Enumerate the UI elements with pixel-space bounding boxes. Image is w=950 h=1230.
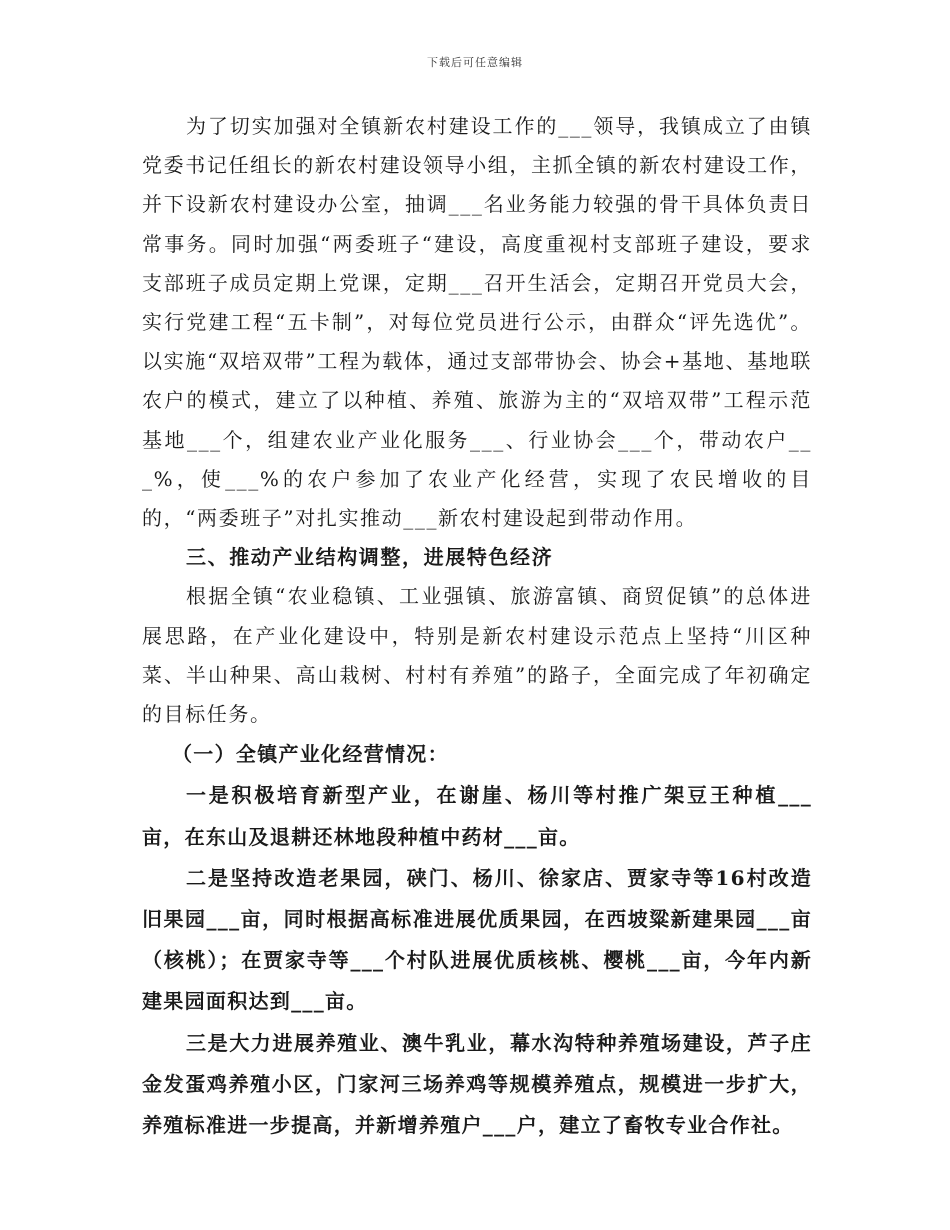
paragraph-development-strategy: 根据全镇“农业稳镇、工业强镇、旅游富镇、商贸促镇”的总体进展思路，在产业化建设中，特别是新农村建设示范点上坚持“川区种菜、半山种果、高山栽树、村村有养殖”的路子，全面完成了年初确定的目标任务。 (142, 584, 812, 727)
section-heading-industry-restructuring: 三、推动产业结构调整，进展特色经济 (186, 545, 554, 570)
paragraph-orchard-renovation: 二是坚持改造老果园，硖门、杨川、徐家店、贾家寺等16村改造旧果园___亩，同时根据高标准进展优质果园，在西坡粱新建果园___亩（核桃）；在贾家寺等___个村队进展优质核桃、樱桃___亩，今年内新建果园面积达到___亩。 (142, 865, 812, 1014)
paragraph-party-leadership: 为了切实加强对全镇新农村建设工作的___领导，我镇成立了由镇党委书记任组长的新农村建设领导小组，主抓全镇的新农村建设工作，并下设新农村建设办公室，抽调___名业务能力较强的骨干具体负责日常事务。同时加强“两委班子“建设，高度重视村支部班子建设，要求支部班子成员定期上党课，定期___召开生活会，定期召开党员大会，实行党建工程“五卡制”，对每位党员进行公示，由群众“评先选优”。以实施“双培双带”工程为载体，通过支部带协会、协会+基地、基地联农户的模式，建立了以种植、养殖、旅游为主的“双培双带”工程示范基地___个，组建农业产业化服务___、行业协会___个，带动农户___%，使___%的农户参加了农业产化经营，实现了农民增收的目的，“两委班子”对扎实推动___新农村建设起到带动作用。 (142, 114, 812, 531)
paragraph-new-industries: 一是积极培育新型产业，在谢崖、杨川等村推广架豆王种植___亩，在东山及退耕还林地段种植中药材___亩。 (142, 783, 812, 849)
document-body (142, 107, 812, 1146)
page-header: 下载后可任意编辑 (427, 56, 523, 69)
paragraph-livestock-breeding: 三是大力进展养殖业、澳牛乳业，幕水沟特种养殖场建设，芦子庄金发蛋鸡养殖小区，门家河三场养鸡等规模养殖点，规模进一步扩大，养殖标准进一步提高，并新增养殖户___户，建立了畜牧专业合作社。 (142, 1030, 812, 1138)
subsection-heading-industrialization: （一）全镇产业化经营情况： (172, 742, 449, 767)
